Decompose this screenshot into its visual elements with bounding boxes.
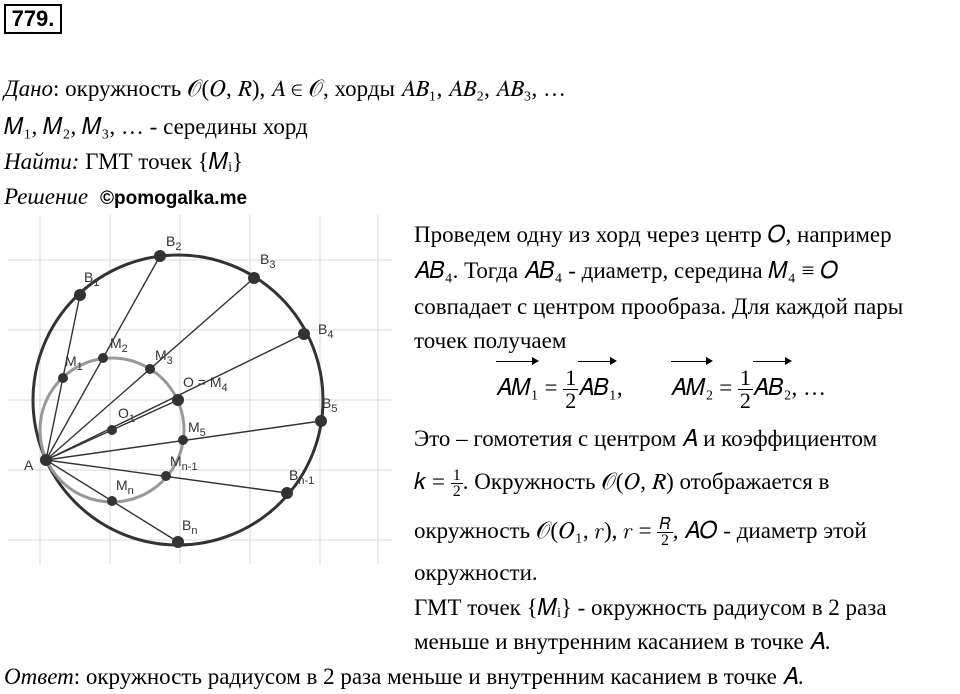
label-B3: $B_3$ xyxy=(260,251,276,271)
formula-sep: , xyxy=(616,375,623,400)
label-M1: $M_1$ xyxy=(65,353,83,373)
fraction-k: $\frac{1}{2}$ xyxy=(452,467,461,501)
vector-AB2: 𝐴𝐵₂ xyxy=(753,360,792,416)
formula-eq-2: = xyxy=(713,375,738,400)
label-M2: $M_2$ xyxy=(110,335,128,355)
solution-line-3: совпадает с центром прообраза. Для каждой пары xyxy=(414,294,904,319)
label-O1: $O_1$ xyxy=(118,405,136,425)
label-Bn-1: $B_{n-1}$ xyxy=(289,467,315,487)
fraction-half-1: $\frac{1}{2}$ xyxy=(565,365,577,414)
label-Bn: $B_n$ xyxy=(182,517,198,537)
map-line: окружность 𝒪(𝑂₁, 𝑟), 𝑟 = $\frac{\text{𝑅}}{2}$ , 𝐴𝑂 - диаметр этой xyxy=(414,516,867,550)
label-B2: $B_2$ xyxy=(166,233,182,253)
label-B1: $B_1$ xyxy=(84,269,100,289)
label-M3: $M_3$ xyxy=(155,347,173,367)
answer-label: Ответ xyxy=(4,664,74,689)
label-Mn-1: $M_{n-1}$ xyxy=(170,453,198,473)
vector-AB1: 𝐴𝐵₁ xyxy=(578,360,617,416)
solution-label: Решение xyxy=(4,184,89,209)
answer-text: : окружность радиусом в 2 раза меньше и внутренним касанием в точке 𝐴. xyxy=(73,664,804,689)
vector-AM1: 𝐴𝑀₁ xyxy=(496,360,539,416)
label-B4: $B_4$ xyxy=(318,321,334,341)
answer-line xyxy=(4,662,804,692)
fraction-r: $\frac{\text{𝑅}}{2}$ xyxy=(659,516,671,550)
find-line xyxy=(4,147,243,177)
solution-line-1: Проведем одну из хорд через центр 𝑂, например xyxy=(414,222,892,247)
vector-AM2: 𝐴𝑀₂ xyxy=(671,360,714,416)
homothety-line: Это – гомотетия с центром 𝐴 и коэффициентом xyxy=(414,426,878,451)
vector-formula xyxy=(496,360,826,416)
find-label: Найти: xyxy=(4,149,80,174)
points xyxy=(40,250,327,548)
fraction-half-2: $\frac{1}{2}$ xyxy=(739,365,751,414)
label-M4: $O = M_4$ xyxy=(183,374,228,394)
given-line-1 xyxy=(4,74,566,104)
watermark: ©pomogalka.me xyxy=(100,188,248,209)
conclusion-line-1: ГМТ точек {𝑀ᵢ} - окружность радиусом в 2 раза xyxy=(414,595,887,620)
conclusion-line-2: меньше и внутренним касанием в точке 𝐴. xyxy=(414,629,831,654)
given-line-2: 𝑀₁, 𝑀₂, 𝑀₃, … - середины хорд xyxy=(4,114,308,139)
solution-line-4: точек получаем xyxy=(414,328,567,353)
formula-eq-1: = xyxy=(538,375,564,400)
label-M5: $M_5$ xyxy=(188,419,206,439)
k-line: 𝑘 = $\frac{1}{2}$ . Окружность 𝒪(𝑂, 𝑅) отображается в xyxy=(414,467,830,501)
label-B5: $B_5$ xyxy=(322,395,338,415)
label-A: A xyxy=(24,457,34,473)
label-Mn: $M_n$ xyxy=(116,477,134,497)
map-line-2: окружности. xyxy=(414,560,538,585)
find-text: ГМТ точек {𝑀ᵢ} xyxy=(79,149,244,174)
given-text: : окружность 𝒪(𝑂, 𝑅), 𝐴 ∈ 𝒪, хорды 𝐴𝐵₁, 𝐴𝐵₂, 𝐴𝐵₃, … xyxy=(53,76,567,101)
solution-line-2: 𝐴𝐵₄. Тогда 𝐴𝐵₄ - диаметр, середина 𝑀₄ ≡ 𝑂 xyxy=(414,258,839,283)
given-label: Дано xyxy=(4,76,54,101)
geometry-figure xyxy=(0,212,392,564)
formula-tail: , … xyxy=(791,375,827,400)
problem-number: 779. xyxy=(4,4,62,34)
